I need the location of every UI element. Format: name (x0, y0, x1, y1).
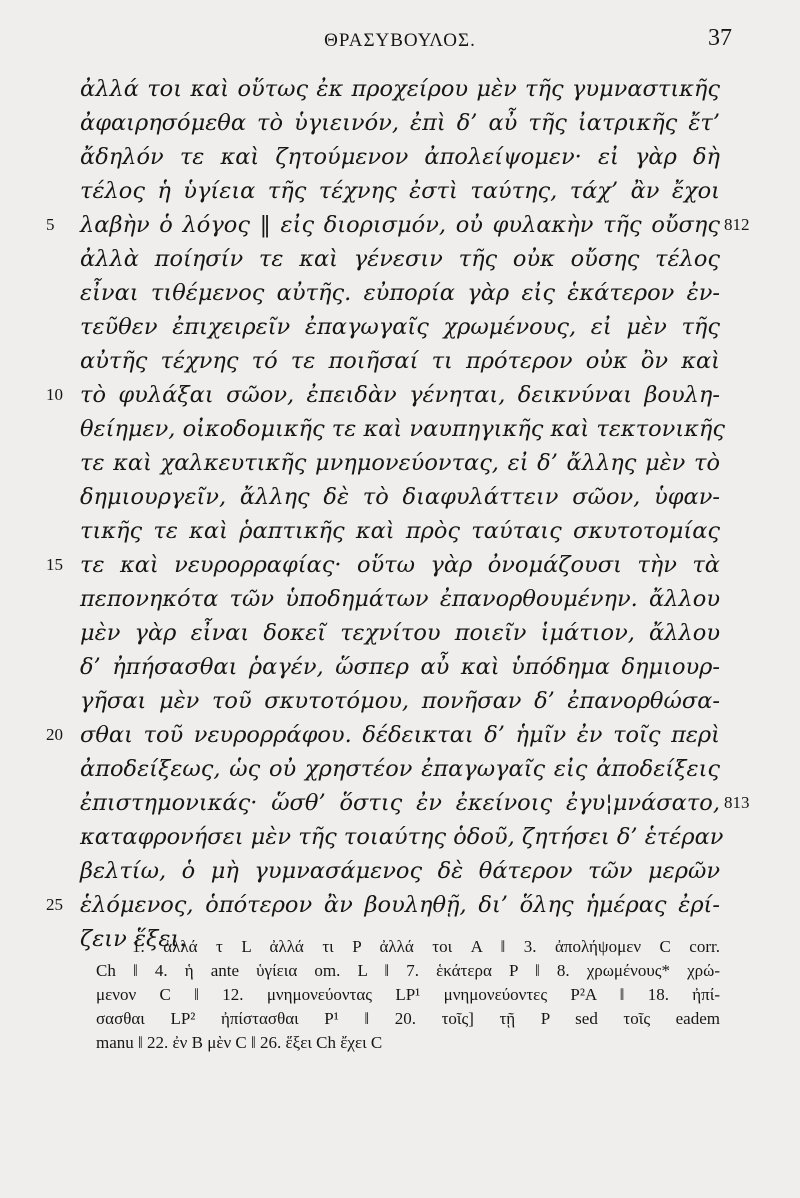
text-line: ἐπιστημονικάς· ὥσθ’ ὅστις ἐν ἐκείνοις ἐγυ¦μνάσατο, (80, 790, 720, 816)
text-line: τεῦθεν ἐπιχειρεῖν ἐπαγωγαῖς χρωμένους, εἰ μὲν τῆς (80, 314, 720, 340)
text-line: τε καὶ νευρορραφίας· οὕτω γὰρ ὀνομάζουσι τὴν τὰ (80, 552, 720, 578)
footnote-line: σασθαι LP² ἠπίστασθαι P¹ ‖ 20. τοῖς] τῇ P sed τοῖς eadem (96, 1009, 720, 1028)
text-line: ζειν ἕξει. (80, 926, 187, 952)
text-line: τε καὶ χαλκευτικῆς μνημονεύοντας, εἰ δ’ ἄλλης μὲν τὸ (80, 450, 720, 476)
text-line: ἀλλά τοι καὶ οὕτως ἐκ προχείρου μὲν τῆς γυμναστικῆς (80, 76, 720, 102)
footnote-line: μενον C ‖ 12. μνημονεύοντας LP¹ μνημονεύοντες P²A ‖ 18. ἠπί- (96, 985, 720, 1004)
text-line: θείημεν, οἰκοδομικῆς τε καὶ ναυπηγικῆς καὶ τεκτονικῆς (80, 416, 725, 442)
text-line: μὲν γὰρ εἶναι δοκεῖ τεχνίτου ποιεῖν ἱμάτιον, ἄλλου (80, 620, 720, 646)
line-number: 15 (46, 555, 63, 574)
text-line: τέλος ἡ ὑγίεια τῆς τέχνης ἐστὶ ταύτης, τάχ’ ἂν ἔχοι (80, 178, 720, 204)
footnote-line: 1. ἀλλά τ L ἀλλά τι P ἀλλά τοι A ‖ 3. ἀπολήψομεν C corr. (132, 937, 720, 956)
text-line: τικῆς τε καὶ ῥαπτικῆς καὶ πρὸς ταύταις σκυτοτομίας (80, 518, 720, 544)
text-line: ἑλόμενος, ὁπότερον ἂν βουληθῇ, δι’ ὅλης ἡμέρας ἐρί- (80, 892, 720, 918)
running-title: ΘΡΑΣΥΒΟΥΛΟΣ. (324, 30, 476, 51)
text-line: δημιουργεῖν, ἄλλης δὲ τὸ διαφυλάττειν σῶον, ὑφαν- (80, 484, 720, 510)
text-line: καταφρονήσει μὲν τῆς τοιαύτης ὁδοῦ, ζητήσει δ’ ἑτέραν (80, 824, 724, 850)
text-line: εἶναι τιθέμενος αὐτῆς. εὐπορία γὰρ εἰς ἑκάτερον ἐν- (80, 280, 720, 306)
line-number: 10 (46, 385, 63, 404)
footnote-line: Ch ‖ 4. ἡ ante ὑγίεια om. L ‖ 7. ἑκάτερα P ‖ 8. χρωμένους* χρώ- (96, 961, 720, 980)
text-line: λαβὴν ὁ λόγος ‖ εἰς διορισμόν, οὐ φυλακὴν τῆς οὔσης (80, 212, 720, 238)
text-line: αὐτῆς τέχνης τό τε ποιῆσαί τι πρότερον οὐκ ὂν καὶ (80, 348, 720, 374)
text-line: ἀποδείξεως, ὡς οὐ χρηστέον ἐπαγωγαῖς εἰς ἀποδείξεις (80, 756, 720, 782)
text-line: σθαι τοῦ νευρορράφου. δέδεικται δ’ ἡμῖν ἐν τοῖς περὶ (80, 722, 720, 748)
line-number: 25 (46, 895, 63, 914)
text-line: γῆσαι μὲν τοῦ σκυτοτόμου, πονῆσαν δ’ ἐπανορθώσα- (80, 688, 720, 714)
text-line: δ’ ἠπήσασθαι ῥαγέν, ὥσπερ αὖ καὶ ὑπόδημα δημιουρ- (80, 654, 720, 680)
margin-page-reference: 813 (724, 793, 750, 812)
footnote-line: manu ‖ 22. ἐν B μὲν C ‖ 26. ἕξει Ch ἔχει C (96, 1033, 383, 1052)
text-line: βελτίω, ὁ μὴ γυμνασάμενος δὲ θάτερον τῶν μερῶν (80, 858, 720, 884)
text-line: ἀλλὰ ποίησίν τε καὶ γένεσιν τῆς οὐκ οὔσης τέλος (80, 246, 720, 272)
page-number: 37 (708, 25, 732, 51)
text-line: ἀφαιρησόμεθα τὸ ὑγιεινόν, ἐπὶ δ’ αὖ τῆς ἰατρικῆς ἔτ’ (80, 110, 720, 136)
text-line: πεπονηκότα τῶν ὑποδημάτων ἐπανορθουμένην. ἄλλου (80, 586, 720, 612)
page-header (0, 22, 800, 62)
line-number: 5 (46, 215, 55, 234)
text-line: τὸ φυλάξαι σῶον, ἐπειδὰν γένηται, δεικνύναι βουλη- (80, 382, 720, 408)
line-number: 20 (46, 725, 63, 744)
margin-page-reference: 812 (724, 215, 750, 234)
text-line: ἄδηλόν τε καὶ ζητούμενον ἀπολείψομεν· εἰ γὰρ δὴ (80, 144, 720, 170)
